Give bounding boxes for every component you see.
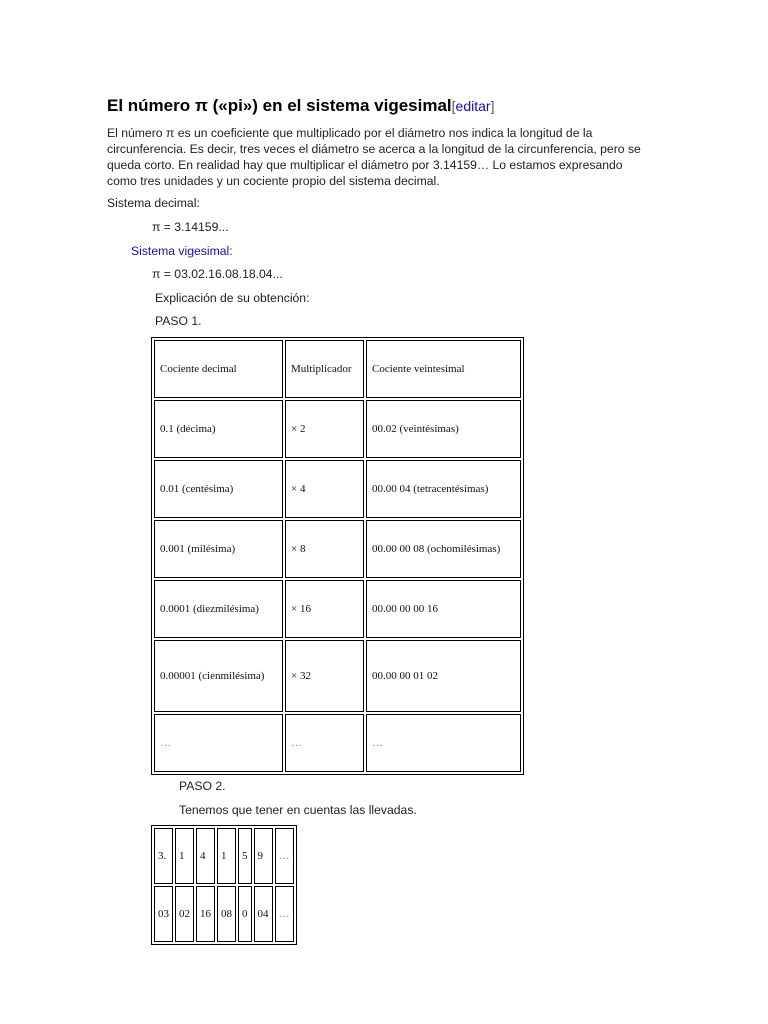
table-cell: … [366,714,521,772]
table-cell: 0.00001 (cienmilésima) [154,640,283,712]
vigesimal-system-link[interactable]: Sistema vigesimal [131,244,230,258]
header-cell: Cociente veintesimal [366,340,521,398]
table-cell: × 2 [285,400,364,458]
table-cell: 08 [217,886,236,942]
decimal-pi-value: π = 3.14159... [152,220,229,234]
digit-table [151,825,297,945]
vigesimal-system-line [131,243,233,259]
table-cell: 1 [217,828,236,884]
table-cell: × 16 [285,580,364,638]
table-row [154,460,521,518]
vigesimal-pi-value: π = 03.02.16.08.18.04... [152,267,283,281]
table-cell: 0.001 (milésima) [154,520,283,578]
table-row [154,580,521,638]
table-cell: 16 [196,886,215,942]
table-cell: 00.00 00 00 16 [366,580,521,638]
table-header-row [154,340,521,398]
table-cell: 3. [154,828,173,884]
table-cell: … [285,714,364,772]
edit-bracket-close: ] [490,98,495,114]
vigesimal-colon: : [229,244,233,258]
table-cell: 9 [254,828,273,884]
table-cell: … [275,886,294,942]
section-heading [107,96,494,116]
table-cell: 00.00 00 08 (ochomilésimas) [366,520,521,578]
table-cell: … [154,714,283,772]
table-cell: 4 [196,828,215,884]
table-row [154,828,294,884]
edit-link[interactable]: editar [455,98,491,114]
table-cell: 03 [154,886,173,942]
quotient-table [151,337,524,775]
table-cell: 0.0001 (diezmilésima) [154,580,283,638]
table-row [154,520,521,578]
table-row [154,640,521,712]
carry-note: Tenemos que tener en cuentas las llevadas. [179,803,417,817]
table-cell: 00.00 00 01 02 [366,640,521,712]
table-cell: 02 [175,886,194,942]
table-cell: 5 [238,828,252,884]
table-row [154,400,521,458]
table-cell: … [275,828,294,884]
section-title: El número π («pi») en el sistema vigesimal [107,96,452,115]
intro-paragraph: El número π es un coeficiente que multiplicado por el diámetro nos indica la longitud de la circunferencia. Es decir, tres veces el diámetro se acerca a la longitud de la circunferencia, pero se queda corto. En realidad hay que multiplicar el diámetro por 3.14159… Lo estamos expresando como tres unidades y un cociente propio del sistema decimal. [107,126,641,188]
table-cell: 00.02 (veintésimas) [366,400,521,458]
table-cell: 0 [238,886,252,942]
table-cell: 1 [175,828,194,884]
table-cell: 0.01 (centésima) [154,460,283,518]
header-cell: Multiplicador [285,340,364,398]
edit-bracket-open: [ [451,98,456,114]
table-cell: × 4 [285,460,364,518]
step2-label: PASO 2. [179,779,226,793]
table-cell: 04 [254,886,273,942]
table-cell: × 8 [285,520,364,578]
decimal-system-label: Sistema decimal: [107,196,200,210]
step1-label: PASO 1. [155,314,202,328]
table-cell: × 32 [285,640,364,712]
table-cell: 0.1 (décima) [154,400,283,458]
table-row [154,886,294,942]
table-row [154,714,521,772]
explanation-label: Explicación de su obtención: [155,291,310,305]
table-cell: 00.00 04 (tetracentésimas) [366,460,521,518]
header-cell: Cociente decimal [154,340,283,398]
